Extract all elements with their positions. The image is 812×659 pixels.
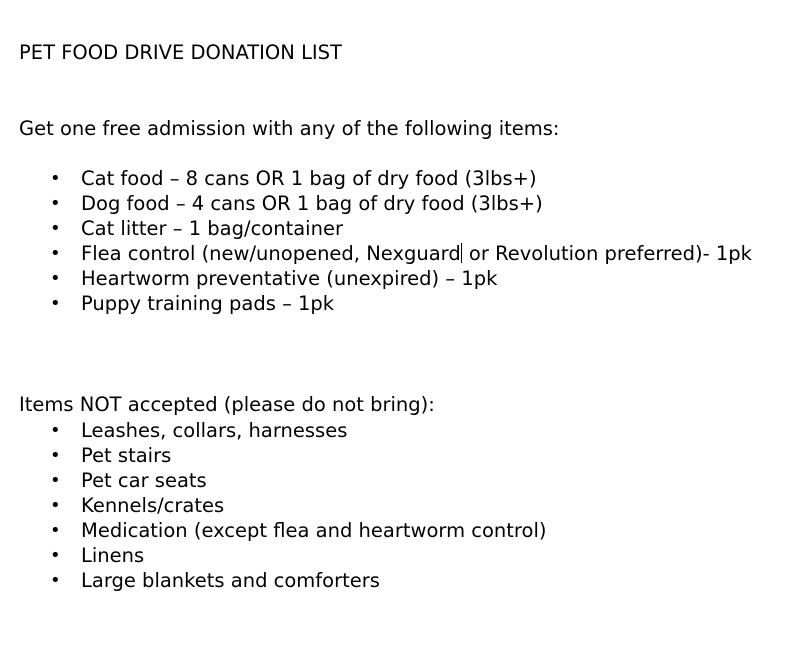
list-item-text-before-caret: Flea control (new/unopened, Nexguard xyxy=(81,242,461,265)
bullet: • xyxy=(50,470,61,491)
bullet: • xyxy=(50,545,61,566)
list-item-text: Cat litter – 1 bag/container xyxy=(81,217,343,240)
not-accepted-items-list xyxy=(19,418,546,593)
intro-text: Get one free admission with any of the following items: xyxy=(19,117,560,140)
list-item xyxy=(19,191,752,216)
list-item-text: Pet car seats xyxy=(81,469,207,492)
list-item-text: Leashes, collars, harnesses xyxy=(81,419,348,442)
not-accepted-heading: Items NOT accepted (please do not bring): xyxy=(19,393,435,416)
bullet: • xyxy=(50,193,61,214)
list-item xyxy=(19,443,546,468)
bullet: • xyxy=(50,420,61,441)
list-item xyxy=(19,468,546,493)
list-item-text: Puppy training pads – 1pk xyxy=(81,292,335,315)
text-cursor xyxy=(461,243,462,263)
list-item xyxy=(19,543,546,568)
list-item xyxy=(19,216,752,241)
list-item xyxy=(19,241,752,266)
list-item-text: Large blankets and comforters xyxy=(81,569,380,592)
bullet: • xyxy=(50,268,61,289)
list-item-text: Cat food – 8 cans OR 1 bag of dry food (3lbs+) xyxy=(81,167,537,190)
list-item xyxy=(19,418,546,443)
list-item xyxy=(19,518,546,543)
document-title: PET FOOD DRIVE DONATION LIST xyxy=(19,41,342,64)
bullet: • xyxy=(50,520,61,541)
list-item xyxy=(19,266,752,291)
bullet: • xyxy=(50,445,61,466)
bullet: • xyxy=(50,495,61,516)
bullet: • xyxy=(50,570,61,591)
list-item xyxy=(19,291,752,316)
bullet: • xyxy=(50,243,61,264)
list-item-text-after-caret: or Revolution preferred)- 1pk xyxy=(462,242,752,265)
list-item xyxy=(19,493,546,518)
bullet: • xyxy=(50,168,61,189)
bullet: • xyxy=(50,218,61,239)
list-item xyxy=(19,568,546,593)
list-item xyxy=(19,166,752,191)
list-item-text: Pet stairs xyxy=(81,444,172,467)
list-item-text: Heartworm preventative (unexpired) – 1pk xyxy=(81,267,498,290)
document-body[interactable] xyxy=(19,0,812,659)
bullet: • xyxy=(50,293,61,314)
list-item-text: Dog food – 4 cans OR 1 bag of dry food (3lbs+) xyxy=(81,192,543,215)
list-item-text: Linens xyxy=(81,544,145,567)
list-item-text: Medication (except flea and heartworm control) xyxy=(81,519,547,542)
accepted-items-list xyxy=(19,166,752,316)
list-item-text: Kennels/crates xyxy=(81,494,225,517)
